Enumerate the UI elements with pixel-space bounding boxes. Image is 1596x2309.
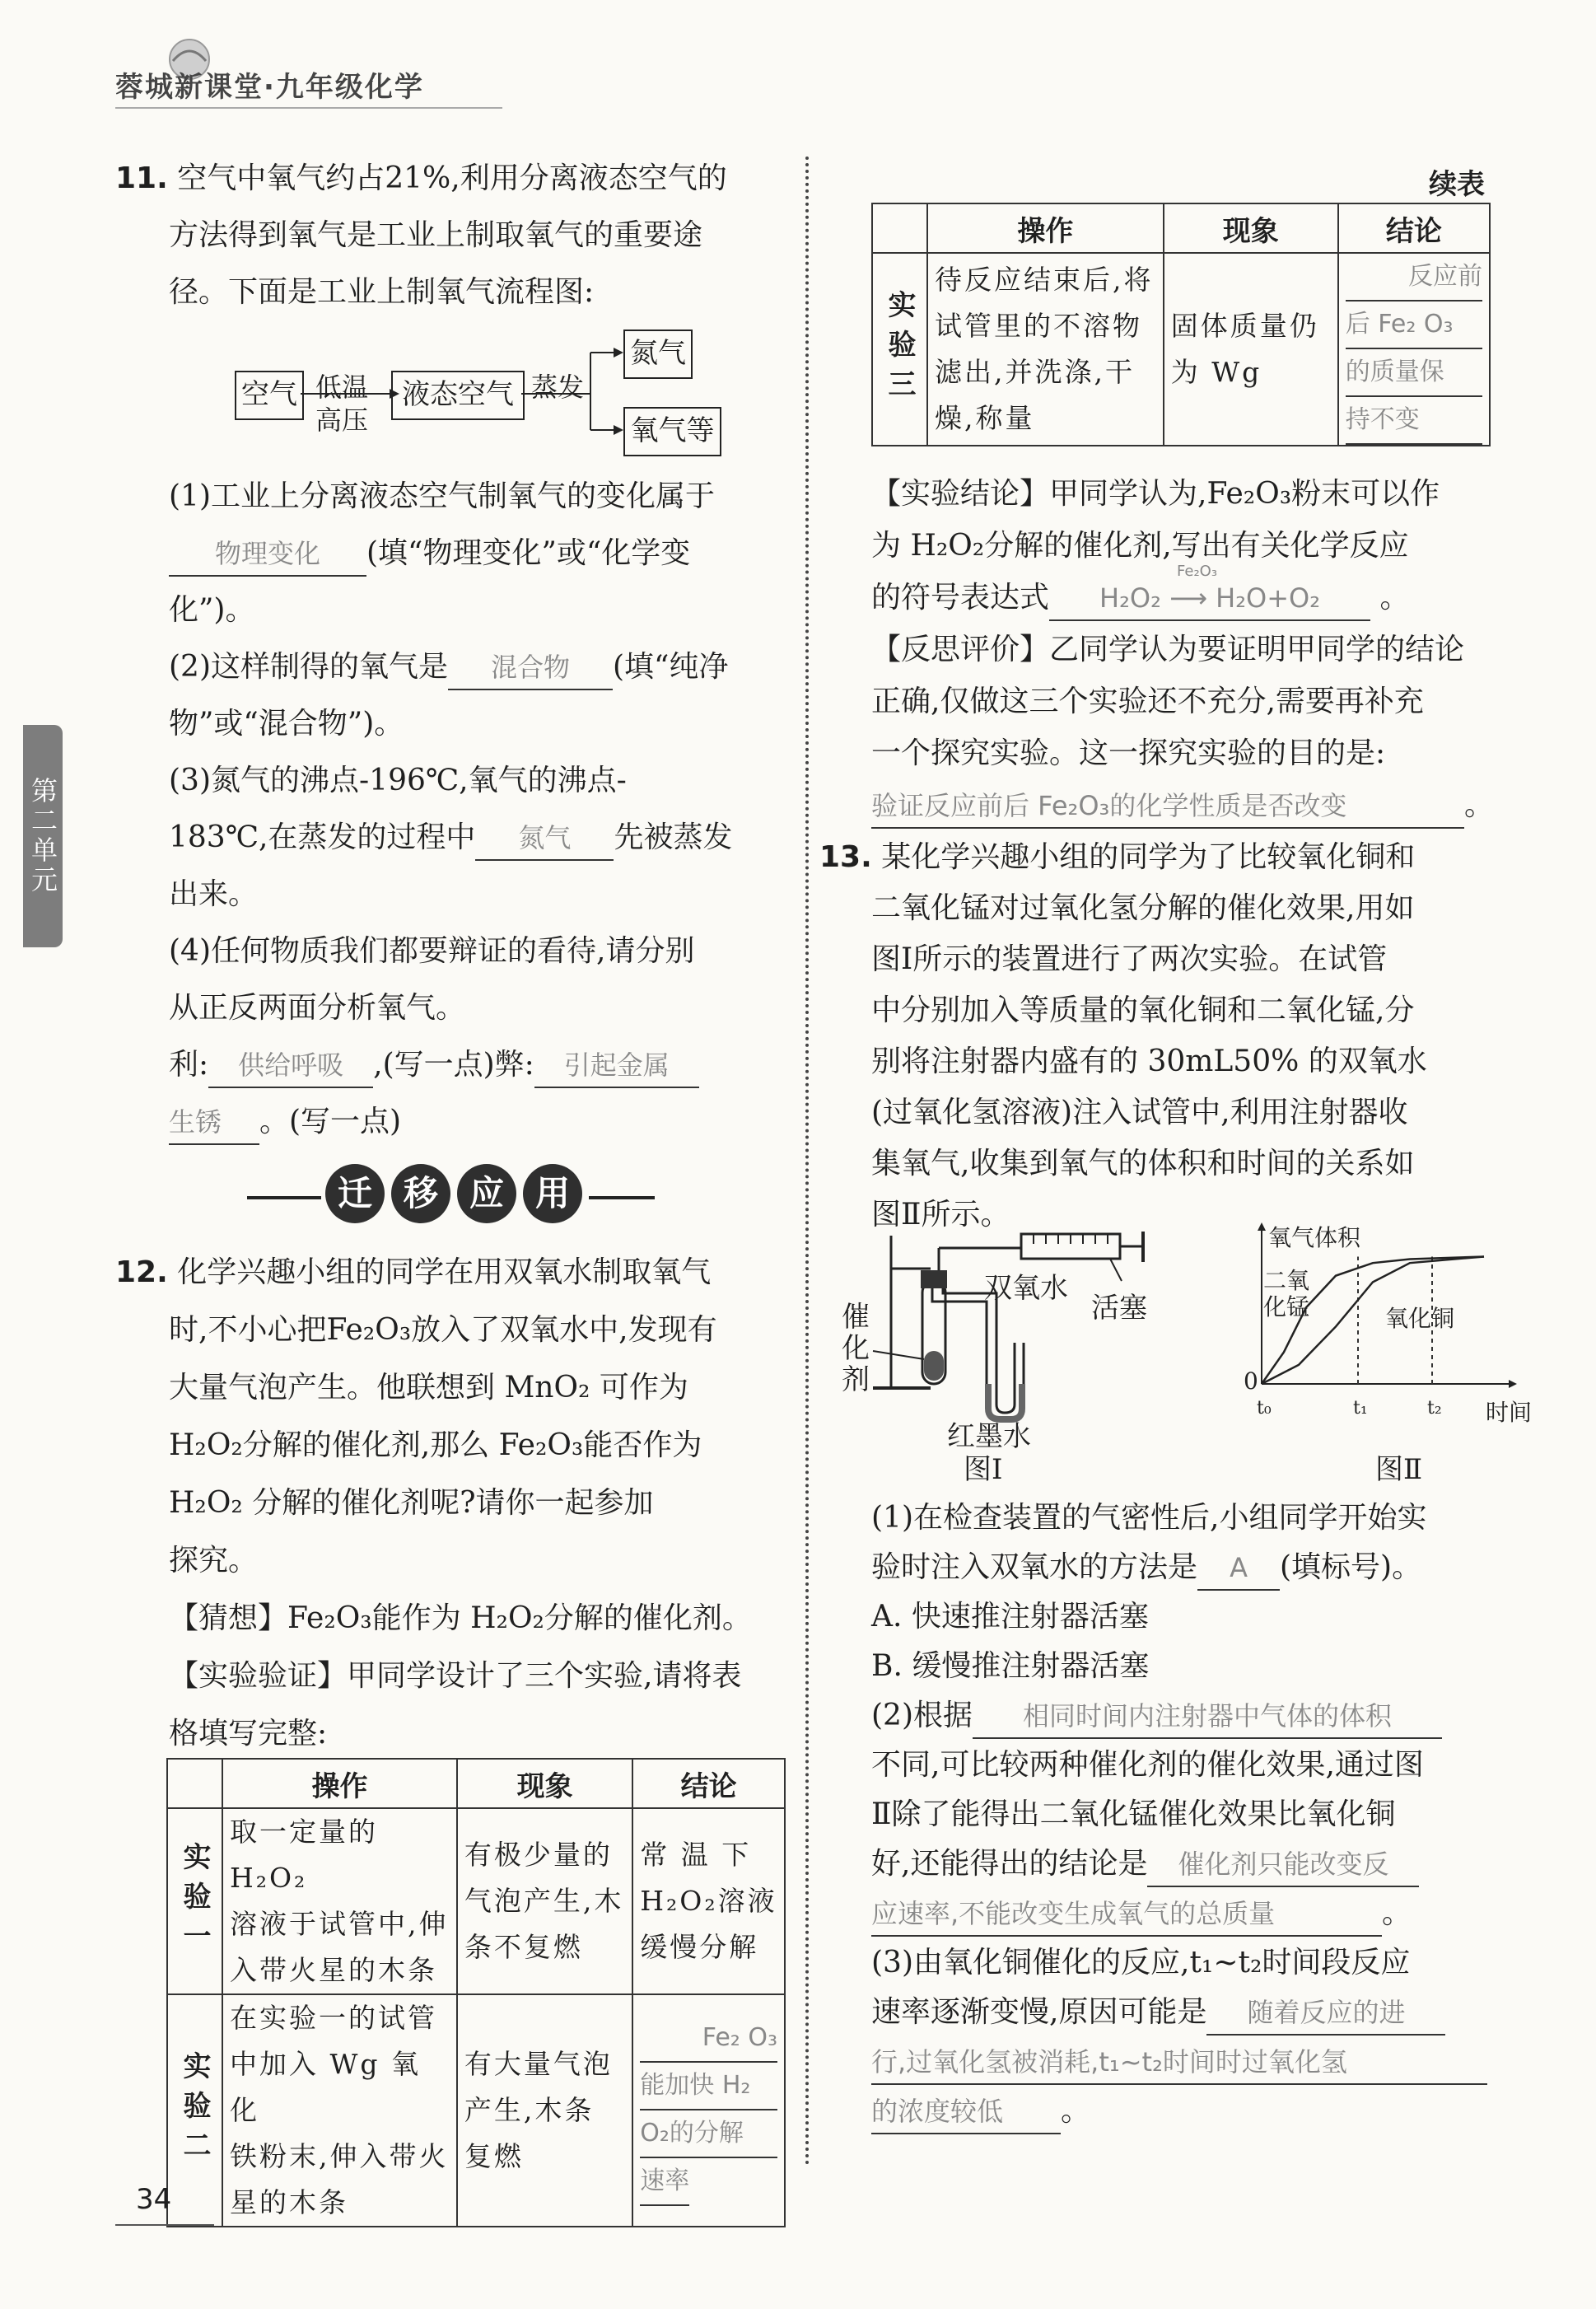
q12-line-1 — [115, 1244, 711, 1301]
series-mno2-label-1: 二氧 — [1263, 1267, 1310, 1294]
q13-line-6: (过氧化氢溶液)注入试管中,利用注射器收 — [871, 1096, 1408, 1129]
experiment-table — [166, 1758, 786, 2227]
equation-condition: Fe₂O₃ — [1177, 563, 1218, 580]
q11-p4-li: 利: — [169, 1048, 209, 1082]
label-plunger: 活塞 — [1091, 1292, 1147, 1325]
q12-reflect-d: 验证反应前后 Fe₂O₃的化学性质是否改变 。 — [871, 777, 1494, 834]
q13-line-5: 别将注射器内盛有的 30mL50% 的双氧水 — [871, 1045, 1427, 1078]
q13-option-b: B. 缓慢推注射器活塞 — [871, 1649, 1150, 1683]
header-rule — [115, 107, 502, 109]
section-char-2: 移 — [391, 1164, 450, 1223]
q13-p3-answer-2: 行,过氧化氢被消耗,t₁~t₂时间时过氧化氢 — [871, 2040, 1487, 2085]
q13-p3-answer-3: 的浓度较低 — [871, 2090, 1061, 2134]
flow-nitrogen-box: 氮气 — [623, 330, 693, 379]
table-row — [167, 1808, 785, 1994]
q11-line-2: 方法得到氧气是工业上制取氧气的重要途 — [169, 218, 703, 252]
q13-p3-c — [871, 2033, 1487, 2090]
cell-phenomenon: 有大量气泡 产生,木条 复燃 — [457, 1994, 632, 2227]
q12-conclusion-c: 的符号表达式 H₂O₂ ⟶ H₂O+O₂ Fe₂O₃ 。 — [871, 569, 1409, 626]
q11-p4-end: 。(写一点) — [259, 1105, 402, 1138]
series-cuo-label: 氧化铜 — [1385, 1305, 1455, 1332]
q12-line-2: 时,不小心把Fe₂O₃放入了双氧水中,发现有 — [169, 1313, 717, 1347]
flow-cond-top: 低温 — [315, 372, 369, 403]
q13-line-1 — [819, 829, 1415, 886]
table-header-op: 操作 — [222, 1759, 457, 1808]
q13-p2-c: Ⅱ除了能得出二氧化锰催化效果比氧化铜 — [871, 1797, 1396, 1831]
cell-phenomenon: 有极少量的 气泡产生,木 条不复燃 — [457, 1808, 632, 1994]
flow-arrows — [301, 325, 630, 457]
figure-2-chart — [1219, 1219, 1533, 1450]
cell-phenomenon: 固体质量仍 为 Wg — [1164, 253, 1338, 446]
table-row — [167, 1994, 785, 2227]
q13-p2-answer-2b: 应速率,不能改变生成氧气的总质量 — [871, 1892, 1382, 1937]
q12-line-5: H₂O₂ 分解的催化剂呢?请你一起参加 — [169, 1486, 654, 1520]
q11-p1-line-a: (1)工业上分离液态空气制氧气的变化属于 — [169, 479, 715, 513]
q11-line-3: 径。下面是工业上制氧气流程图: — [169, 275, 595, 309]
q11-p2-text: (2)这样制得的氧气是 — [169, 650, 448, 684]
cell-op: 在实验一的试管 中加入 Wg 氧化 铁粉末,伸入带火 星的木条 — [222, 1994, 457, 2227]
flow-oxygen-box: 氧气等 — [623, 407, 721, 456]
q11-p1-line-b — [169, 525, 690, 582]
q13-line-3: 图Ⅰ所示的装置进行了两次实验。在试管 — [871, 942, 1388, 976]
flow-liquid-air-box: 液态空气 — [391, 371, 525, 420]
q11-p3-line-d: 出来。 — [169, 877, 259, 911]
q13-line-4: 中分别加入等质量的氧化铜和二氧化锰,分 — [871, 993, 1415, 1027]
figure-1-caption: 图Ⅰ — [964, 1453, 1003, 1486]
q13-p1-text: 验时注入双氧水的方法是 — [871, 1550, 1198, 1584]
q11-p1-line-c: 化”)。 — [169, 593, 255, 627]
q11-p4-answer-2a: 引起金属 — [534, 1044, 699, 1088]
q11-p3-answer: 氮气 — [475, 816, 614, 861]
q13-p2-e — [871, 1885, 1412, 1942]
q13-line-2: 二氧化锰对过氧化氢分解的催化效果,用如 — [871, 891, 1415, 925]
q13-p3-text: 速率逐渐变慢,原因可能是 — [871, 1995, 1207, 2029]
y-axis-arrow — [1258, 1222, 1266, 1231]
q13-p2-a — [871, 1687, 1442, 1744]
experiment-table-continued — [871, 203, 1491, 446]
q12-line-4: H₂O₂分解的催化剂,那么 Fe₂O₃能否作为 — [169, 1428, 702, 1462]
page-number-rule — [115, 2224, 214, 2226]
q12-number: 12. — [115, 1255, 168, 1289]
page-number: 34 — [136, 2183, 172, 2216]
q11-text: 空气中氧气约占21%,利用分离液态空气的 — [177, 161, 727, 195]
q11-number: 11. — [115, 161, 168, 195]
flow-cond-bottom: 高压 — [315, 404, 369, 436]
q11-p4-mid: ,(写一点)弊: — [373, 1048, 534, 1082]
q11-p1-answer: 物理变化 — [169, 532, 366, 577]
row-label: 实验一 — [167, 1808, 222, 1994]
section-char-3: 应 — [457, 1164, 516, 1223]
q13-p2-d — [871, 1835, 1419, 1892]
continued-label: 续表 — [1429, 168, 1485, 201]
y-axis-label: 氧气体积 — [1268, 1224, 1361, 1251]
q13-p1-answer: A — [1197, 1546, 1280, 1591]
q11-p3-text: 183℃,在蒸发的过程中 — [169, 820, 476, 854]
q12-reflect-c: 一个探究实验。这一探究实验的目的是: — [871, 736, 1386, 770]
x-axis-arrow — [1509, 1380, 1517, 1388]
table-header-row — [872, 203, 1490, 253]
flow-step-label: 蒸发 — [531, 372, 585, 403]
q13-p1-a: (1)在检查装置的气密性后,小组同学开始实 — [871, 1501, 1427, 1535]
label-red-ink: 红墨水 — [947, 1420, 1031, 1453]
series-mno2-label-2: 化锰 — [1263, 1293, 1310, 1320]
table-header-conclusion: 结论 — [1338, 203, 1490, 253]
q13-p1-text-c: (填标号)。 — [1280, 1550, 1422, 1584]
row-label: 实验二 — [167, 1994, 222, 2227]
equation-text: H₂O₂ ⟶ H₂O+O₂ — [1099, 582, 1321, 614]
q12-text: 化学兴趣小组的同学在用双氧水制取氧气 — [177, 1255, 712, 1289]
page-header-title: 蓉城新课堂·九年级化学 — [115, 71, 424, 104]
q12-reflect-a: 【反思评价】乙同学认为要证明甲同学的结论 — [871, 633, 1465, 666]
q12-conclusion-text: 的符号表达式 — [871, 581, 1050, 615]
table-corner — [872, 203, 927, 253]
section-dash-right — [589, 1196, 655, 1199]
cell-conclusion-answer: Fe₂ O₃ 能加快 H₂ O₂的分解 速率 — [632, 1994, 785, 2227]
q13-p2-answer-2a: 催化剂只能改变反 — [1147, 1843, 1419, 1887]
cell-op: 待反应结束后,将 试管里的不溶物 滤出,并洗涤,干 燥,称量 — [927, 253, 1164, 446]
q12-guess: 【猜想】Fe₂O₃能作为 H₂O₂分解的催化剂。 — [169, 1601, 752, 1635]
label-catalyst: 催化剂 — [842, 1301, 870, 1396]
figure-2-caption: 图Ⅱ — [1375, 1453, 1423, 1486]
x-tick-label: t₂ — [1427, 1398, 1442, 1419]
x-tick-label: t₁ — [1353, 1398, 1368, 1419]
q13-p3-d — [871, 2082, 1090, 2139]
unit-side-tab: 第二单元 — [23, 725, 63, 947]
q13-line-8: 图Ⅱ所示。 — [871, 1198, 1010, 1232]
q13-p2-text: (2)根据 — [871, 1699, 973, 1732]
section-char-4: 用 — [523, 1164, 582, 1223]
q12-reflect-b: 正确,仅做这三个实验还不充分,需要再补充 — [871, 685, 1424, 718]
q12-line-6: 探究。 — [169, 1544, 259, 1578]
q11-p4-answer-2b: 生锈 — [169, 1101, 259, 1145]
q11-p4-line-a: (4)任何物质我们都要辩证的看待,请分别 — [169, 934, 695, 968]
q13-option-a: A. 快速推注射器活塞 — [871, 1600, 1149, 1634]
table-row — [872, 253, 1490, 446]
q13-p3-end: 。 — [1061, 2094, 1091, 2128]
q13-text: 某化学兴趣小组的同学为了比较氧化铜和 — [881, 840, 1416, 874]
q11-p2-line-a — [169, 638, 728, 695]
q13-number: 13. — [819, 840, 872, 874]
label-h2o2: 双氧水 — [984, 1272, 1068, 1305]
q11-p4-answer-1: 供给呼吸 — [208, 1044, 373, 1088]
q13-p2-end: 。 — [1382, 1896, 1412, 1930]
q13-p3-a: (3)由氧化铜催化的反应,t₁~t₂时间段反应 — [871, 1946, 1411, 1979]
q13-p2-answer: 相同时间内注射器中气体的体积 — [973, 1694, 1442, 1739]
flow-air-box: 空气 — [235, 371, 304, 420]
q12-conclusion-a: 【实验结论】甲同学认为,Fe₂O₃粉末可以作 — [871, 477, 1440, 511]
table-header-phenomenon: 现象 — [457, 1759, 632, 1808]
origin-label: 0 — [1244, 1367, 1258, 1395]
q13-p3-b — [871, 1984, 1445, 2040]
x-tick-label: t₀ — [1257, 1398, 1272, 1419]
section-char-1: 迁 — [325, 1164, 385, 1223]
cell-conclusion-answer: 反应前 后 Fe₂ O₃ 的质量保 持不变 — [1338, 253, 1490, 446]
q12-verify-a: 【实验验证】甲同学设计了三个实验,请将表 — [169, 1659, 742, 1693]
q12-line-3: 大量气泡产生。他联想到 MnO₂ 可作为 — [169, 1371, 688, 1405]
q11-p4-line-d — [169, 1093, 401, 1150]
q12-reflect-answer: 验证反应前后 Fe₂O₃的化学性质是否改变 — [871, 784, 1464, 829]
cell-conclusion: 常 温 下 H₂O₂溶液 缓慢分解 — [632, 1808, 785, 1994]
q12-conclusion-b: 为 H₂O₂分解的催化剂,写出有关化学反应 — [871, 529, 1409, 563]
column-divider — [805, 157, 809, 2166]
table-header-row — [167, 1759, 785, 1808]
cell-op: 取一定量的H₂O₂ 溶液于试管中,伸 入带火星的木条 — [222, 1808, 457, 1994]
q11-p2-text-b: (填“纯净 — [613, 650, 729, 684]
row-label: 实验三 — [872, 253, 927, 446]
table-header-conclusion: 结论 — [632, 1759, 785, 1808]
section-dash-left — [247, 1196, 321, 1199]
q13-line-7: 集氧气,收集到氧气的体积和时间的关系如 — [871, 1147, 1415, 1180]
q13-p2-b: 不同,可比较两种催化剂的催化效果,通过图 — [871, 1748, 1424, 1782]
q13-p3-answer-1: 随着反应的进 — [1206, 1991, 1445, 2036]
q13-p1-b — [871, 1539, 1421, 1596]
x-axis-label: 时间 — [1486, 1399, 1533, 1426]
q11-p2-line-c: 物”或“混合物”)。 — [169, 707, 404, 741]
q11-line-1 — [115, 150, 727, 207]
q12-verify-b: 格填写完整: — [169, 1717, 328, 1750]
q11-p2-answer: 混合物 — [448, 646, 613, 690]
table-header-phenomenon: 现象 — [1164, 203, 1338, 253]
q11-p3-line-a: (3)氮气的沸点-196℃,氧气的沸点- — [169, 764, 627, 797]
q11-p3-text-c: 先被蒸发 — [614, 820, 733, 854]
q11-p1-text: (填“物理变化”或“化学变 — [366, 536, 691, 570]
table-header-op: 操作 — [927, 203, 1164, 253]
q11-p4-line-b: 从正反两面分析氧气。 — [169, 991, 466, 1025]
q13-p2-text-d: 好,还能得出的结论是 — [871, 1847, 1148, 1881]
table-corner — [167, 1759, 222, 1808]
q11-p4-line-c — [169, 1036, 699, 1093]
q11-p3-line-b — [169, 809, 732, 866]
